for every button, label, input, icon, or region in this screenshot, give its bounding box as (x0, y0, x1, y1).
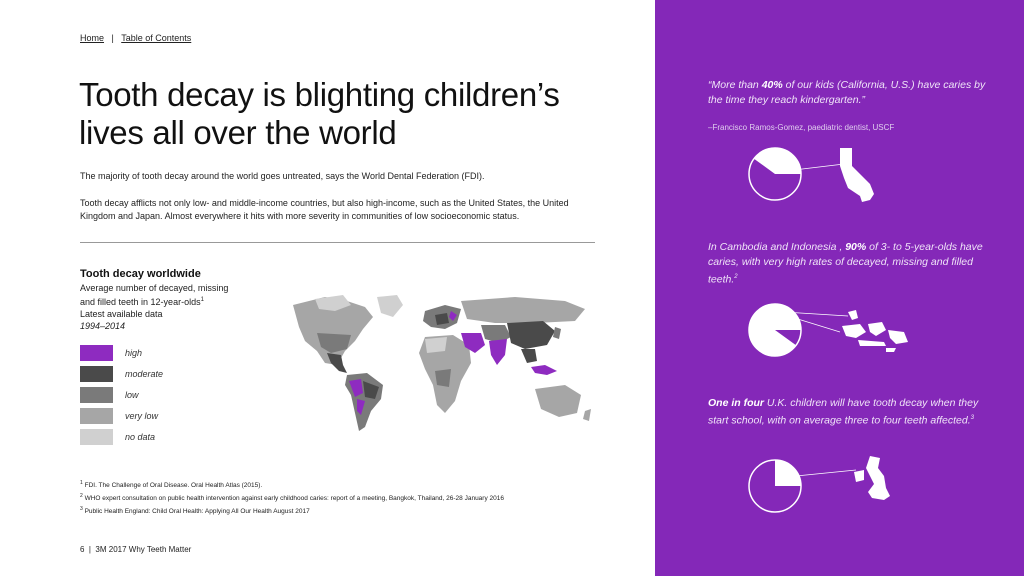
divider (80, 242, 595, 243)
footnotes (80, 478, 620, 517)
world-map-icon (285, 293, 595, 433)
map-subtitle (80, 282, 280, 332)
nav-separator: | (111, 33, 114, 43)
stat-california-graphic (748, 144, 888, 206)
page-title: Tooth decay is blighting children’s lives all over the world (79, 76, 560, 151)
connector-line (796, 470, 856, 476)
stat-california-quote: “More than 40% of our kids (California, U.S.) have caries by the time they reach kindergarten.” (708, 79, 986, 106)
table-of-contents-link[interactable]: Table of Contents (121, 33, 192, 43)
legend-label: low (125, 390, 139, 400)
california-map-icon (840, 148, 874, 202)
legend-label: no data (125, 432, 156, 442)
pie-chart-slice (775, 460, 801, 486)
footnote-ref: 3 (970, 415, 974, 421)
body-paragraph: Tooth decay afflicts not only low- and middle-income countries, but also high-income, such as the United States, the United Kingdom and Japan. Almost everywhere it hits with more severity in communities of low socioeconomic status. (80, 198, 569, 221)
indonesia-map-icon (842, 310, 908, 352)
quote-source: –Francisco Ramos-Gomez, paediatric dentist, USCF (708, 123, 895, 132)
legend-swatch (80, 366, 113, 382)
footnote: $^2$ WHO expert consultation on public health intervention against early childhood caries: report of a meeting, Bangkok, Thailand, 26-28 January 2016 (80, 493, 504, 503)
connector-dot (793, 169, 796, 172)
footnote-ref: 1 (200, 297, 204, 303)
footnote: $^3$ Public Health England: Child Oral Health: Applying All Our Health August 2017 (80, 506, 310, 516)
connector-line (794, 164, 844, 170)
legend-label: very low (125, 411, 159, 421)
connector-dot (783, 311, 786, 314)
stat-uk: One in four U.K. children will have tooth decay when they start school, with on average three to four teeth affected.$^3$ (708, 397, 979, 427)
connector-dot (795, 475, 798, 478)
legend-label: moderate (125, 369, 164, 379)
stat-highlight: 40% (761, 79, 783, 91)
intro-paragraph: The majority of tooth decay around the world goes untreated, says the World Dental Federation (FDI). (80, 171, 485, 181)
map-years: 1994–2014 (80, 321, 126, 331)
stat-indonesia-graphic (748, 300, 918, 362)
map-subtitle-line: Latest available data (80, 309, 163, 319)
map-subtitle-line: and filled teeth in 12-year-olds$^1$ (80, 297, 204, 307)
stat-cambodia-indonesia: In Cambodia and Indonesia , 90% of 3- to 5-year-olds have caries, with very high rates of decayed, missing and filled teeth.$^2$ (708, 241, 983, 286)
home-link[interactable]: Home (80, 33, 105, 43)
map-subtitle-line: Average number of decayed, missing (80, 283, 229, 293)
map-title: Tooth decay worldwide (80, 268, 201, 280)
stat-highlight: One in four (708, 397, 764, 409)
legend-swatch (80, 387, 113, 403)
footnote-ref: 2 (734, 274, 738, 280)
legend-swatch (80, 429, 113, 445)
breadcrumb (80, 33, 191, 43)
stat-uk-graphic (748, 456, 898, 518)
legend-swatch (80, 408, 113, 424)
legend-swatch (80, 345, 113, 361)
uk-map-icon (854, 456, 890, 500)
stat-highlight: 90% (845, 241, 867, 253)
page-footer: 6 | 3M 2017 Why Teeth Matter (80, 545, 192, 554)
legend-label: high (125, 348, 143, 358)
footnote: $^1$ FDI. The Challenge of Oral Disease. Oral Health Atlas (2015). (80, 480, 263, 490)
pie-chart-slice (749, 304, 801, 356)
